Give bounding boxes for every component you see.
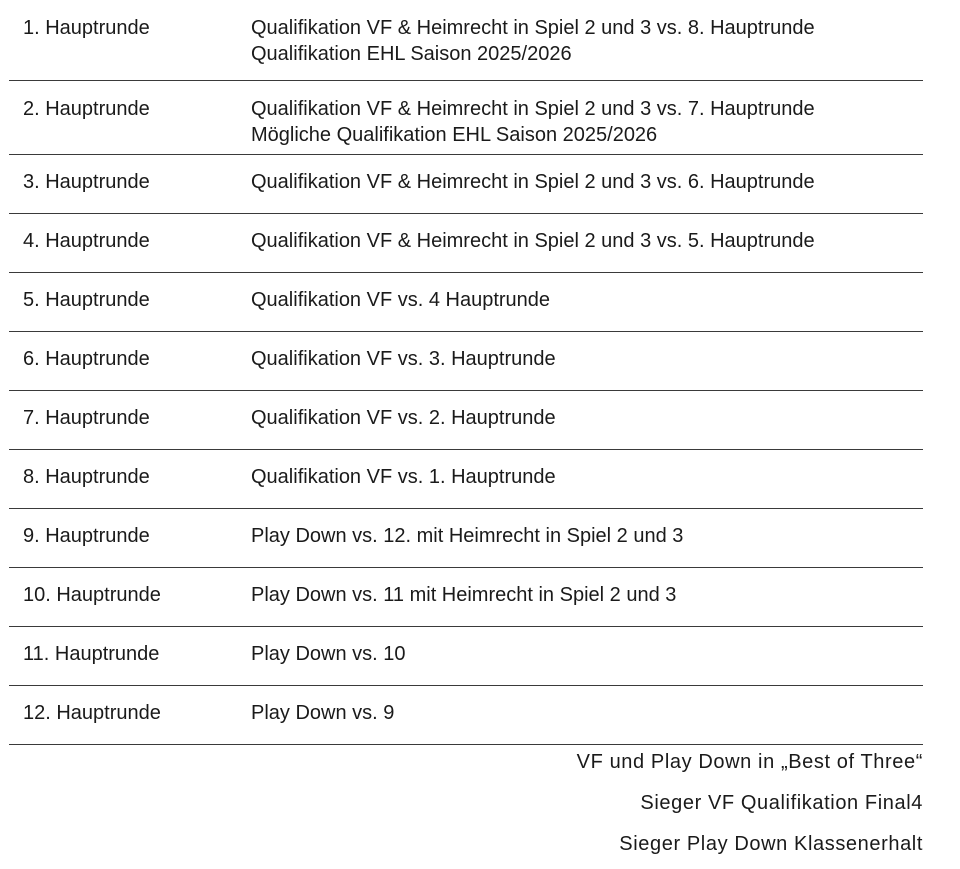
outcome-description xyxy=(251,641,406,667)
outcome-description xyxy=(251,169,815,195)
outcome-description xyxy=(251,700,394,726)
outcome-description xyxy=(251,96,815,148)
outcome-line: Qualifikation EHL Saison 2025/2026 xyxy=(251,43,572,65)
table-row-7 xyxy=(9,391,923,450)
outcome-description xyxy=(251,15,815,67)
outcome-line: Qualifikation VF vs. 1. Hauptrunde xyxy=(251,466,556,488)
table-row-4 xyxy=(9,214,923,273)
table-row-5 xyxy=(9,273,923,332)
outcome-line: Qualifikation VF vs. 2. Hauptrunde xyxy=(251,407,556,429)
outcome-line: Play Down vs. 9 xyxy=(251,702,395,724)
place-label: 1. Hauptrunde xyxy=(23,17,150,39)
outcome-line: Qualifikation VF & Heimrecht in Spiel 2 und 3 vs. 7. Hauptrunde xyxy=(251,98,815,120)
outcome-description xyxy=(251,228,815,254)
table-row-2 xyxy=(9,81,923,155)
outcome-line: Mögliche Qualifikation EHL Saison 2025/2026 xyxy=(251,124,658,146)
outcome-description xyxy=(251,582,676,608)
outcome-line: Qualifikation VF & Heimrecht in Spiel 2 und 3 vs. 6. Hauptrunde xyxy=(251,171,815,193)
place-label: 7. Hauptrunde xyxy=(23,407,150,429)
table-row-6 xyxy=(9,332,923,391)
outcome-line: Play Down vs. 12. mit Heimrecht in Spiel 2 und 3 xyxy=(251,525,684,547)
outcome-description xyxy=(251,287,550,313)
table-row-1 xyxy=(9,0,923,81)
outcome-line: Qualifikation VF & Heimrecht in Spiel 2 und 3 vs. 8. Hauptrunde xyxy=(251,17,815,39)
place-label: 6. Hauptrunde xyxy=(23,348,150,370)
standings-table xyxy=(9,0,923,745)
outcome-line: Play Down vs. 11 mit Heimrecht in Spiel 2 und 3 xyxy=(251,584,677,606)
outcome-description xyxy=(251,405,556,431)
outcome-description xyxy=(251,346,556,372)
place-label: 8. Hauptrunde xyxy=(23,466,150,488)
place-label: 11. Hauptrunde xyxy=(23,643,160,665)
outcome-line: Qualifikation VF vs. 4 Hauptrunde xyxy=(251,289,551,311)
note-vf-winner: Sieger VF Qualifikation Final4 xyxy=(640,792,923,814)
outcome-line: Play Down vs. 10 xyxy=(251,643,406,665)
table-row-11 xyxy=(9,627,923,686)
place-label: 3. Hauptrunde xyxy=(23,171,150,193)
outcome-line: Qualifikation VF vs. 3. Hauptrunde xyxy=(251,348,556,370)
place-label: 5. Hauptrunde xyxy=(23,289,150,311)
note-playdown-winner: Sieger Play Down Klassenerhalt xyxy=(619,833,923,855)
table-row-9 xyxy=(9,509,923,568)
place-label: 4. Hauptrunde xyxy=(23,230,150,252)
outcome-description xyxy=(251,523,683,549)
legend-notes xyxy=(577,746,923,869)
table-row-8 xyxy=(9,450,923,509)
outcome-description xyxy=(251,464,556,490)
place-label: 9. Hauptrunde xyxy=(23,525,150,547)
place-label: 10. Hauptrunde xyxy=(23,584,161,606)
place-label: 12. Hauptrunde xyxy=(23,702,161,724)
note-best-of-three: VF und Play Down in „Best of Three“ xyxy=(576,751,923,773)
table-row-12 xyxy=(9,686,923,745)
table-row-10 xyxy=(9,568,923,627)
place-label: 2. Hauptrunde xyxy=(23,98,150,120)
table-row-3 xyxy=(9,155,923,214)
outcome-line: Qualifikation VF & Heimrecht in Spiel 2 und 3 vs. 5. Hauptrunde xyxy=(251,230,815,252)
